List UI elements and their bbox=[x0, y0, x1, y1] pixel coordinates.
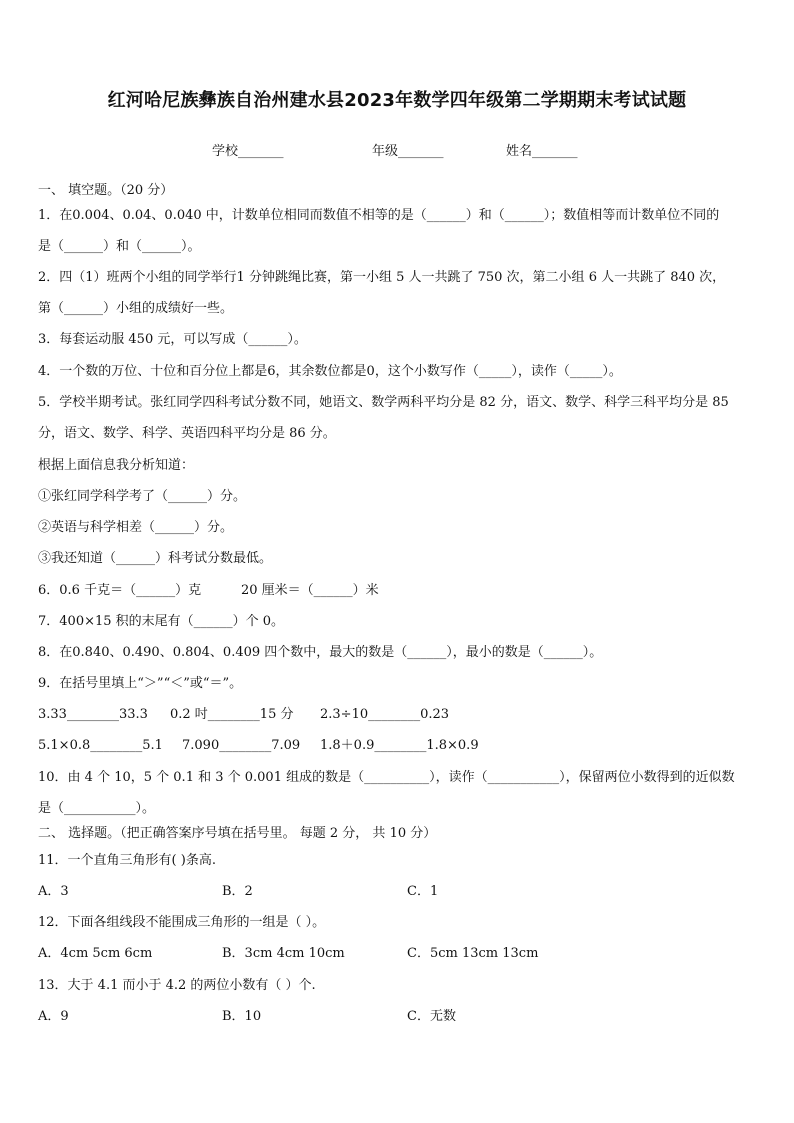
q13-option-c[interactable]: C．无数 bbox=[407, 1009, 456, 1024]
q12-option-a[interactable]: A．4cm 5cm 6cm bbox=[38, 946, 153, 961]
q5-sub2: ②英语与科学相差（______）分。 bbox=[38, 520, 234, 535]
q8: 8．在0.840、0.490、0.804、0.409 四个数中，最大的数是（______），最小的数是（______）。 bbox=[38, 645, 603, 660]
q1-line2: 是（______）和（______）。 bbox=[38, 239, 201, 254]
q10-line2: 是（___________）。 bbox=[38, 801, 156, 816]
q9-row2-item1: 5.1×0.8________5.1 bbox=[38, 738, 163, 753]
q12-stem: 12．下面各组线段不能围成三角形的一组是（ ）。 bbox=[38, 915, 326, 930]
q9-row2-item3: 1.8＋0.9________1.8×0.9 bbox=[320, 738, 479, 753]
q12-option-b[interactable]: B．3cm 4cm 10cm bbox=[222, 946, 345, 961]
q12-option-c[interactable]: C．5cm 13cm 13cm bbox=[407, 946, 539, 961]
school-field[interactable]: 学校_______ bbox=[212, 144, 284, 159]
q4: 4．一个数的万位、十位和百分位上都是6，其余数位都是0，这个小数写作（_____），读作（_____）。 bbox=[38, 364, 622, 379]
section-2-heading: 二、 选择题。（把正确答案序号填在括号里。 每题 2 分， 共 10 分） bbox=[38, 826, 437, 841]
q7: 7．400×15 积的末尾有（______）个 0。 bbox=[38, 614, 285, 629]
q5-sub3: ③我还知道（______）科考试分数最低。 bbox=[38, 551, 273, 566]
q2-line2: 第（______）小组的成绩好一些。 bbox=[38, 301, 234, 316]
q13-option-a[interactable]: A．9 bbox=[38, 1009, 69, 1024]
q5-line2: 分，语文、数学、科学、英语四科平均分是 86 分。 bbox=[38, 426, 336, 441]
q9-stem: 9．在括号里填上“＞”“＜”或“＝”。 bbox=[38, 676, 243, 691]
q11-option-a[interactable]: A．3 bbox=[38, 884, 69, 899]
q3: 3．每套运动服 450 元，可以写成（______）。 bbox=[38, 332, 307, 347]
q9-row1-item3: 2.3÷10________0.23 bbox=[320, 707, 450, 722]
q13-option-b[interactable]: B．10 bbox=[222, 1009, 262, 1024]
q1-line1: 1．在0.004、0.04、0.040 中，计数单位相同而数值不相等的是（______）和（______）；数值相等而计数单位不同的 bbox=[38, 208, 720, 223]
section-1-heading: 一、 填空题。（20 分） bbox=[38, 183, 174, 198]
q9-row1-item1: 3.33________33.3 bbox=[38, 707, 148, 722]
q11-stem: 11．一个直角三角形有( )条高. bbox=[38, 853, 216, 868]
name-field[interactable]: 姓名_______ bbox=[506, 144, 578, 159]
q2-line1: 2．四（1）班两个小组的同学举行1 分钟跳绳比赛，第一小组 5 人一共跳了 750 次，第二小组 6 人一共跳了 840 次， bbox=[38, 270, 726, 285]
q11-option-c[interactable]: C．1 bbox=[407, 884, 439, 899]
exam-title: 红河哈尼族彝族自治州建水县2023年数学四年级第二学期期末考试试题 bbox=[107, 90, 687, 111]
q9-row2-item2: 7.090________7.09 bbox=[182, 738, 301, 753]
q13-stem: 13．大于 4.1 而小于 4.2 的两位小数有（ ）个. bbox=[38, 978, 316, 993]
student-info bbox=[0, 140, 794, 160]
q5-sub1: ①张红同学科学考了（______）分。 bbox=[38, 489, 247, 504]
q9-row1-item2: 0.2 吋________15 分 bbox=[170, 707, 294, 722]
q5-line1: 5．学校半期考试。张红同学四科考试分数不同，她语文、数学两科平均分是 82 分，语文、数学、科学三科平均分是 85 bbox=[38, 395, 729, 410]
q6-part-a: 6．0.6 千克＝（______）克 bbox=[38, 583, 202, 598]
q10-line1: 10．由 4 个 10，5 个 0.1 和 3 个 0.001 组成的数是（__________），读作（___________），保留两位小数得到的近似数 bbox=[38, 770, 735, 785]
q6-part-b: 20 厘米＝（______）米 bbox=[241, 583, 379, 598]
q5-line3: 根据上面信息我分析知道： bbox=[38, 458, 195, 473]
grade-field[interactable]: 年级_______ bbox=[372, 144, 444, 159]
q11-option-b[interactable]: B．2 bbox=[222, 884, 253, 899]
